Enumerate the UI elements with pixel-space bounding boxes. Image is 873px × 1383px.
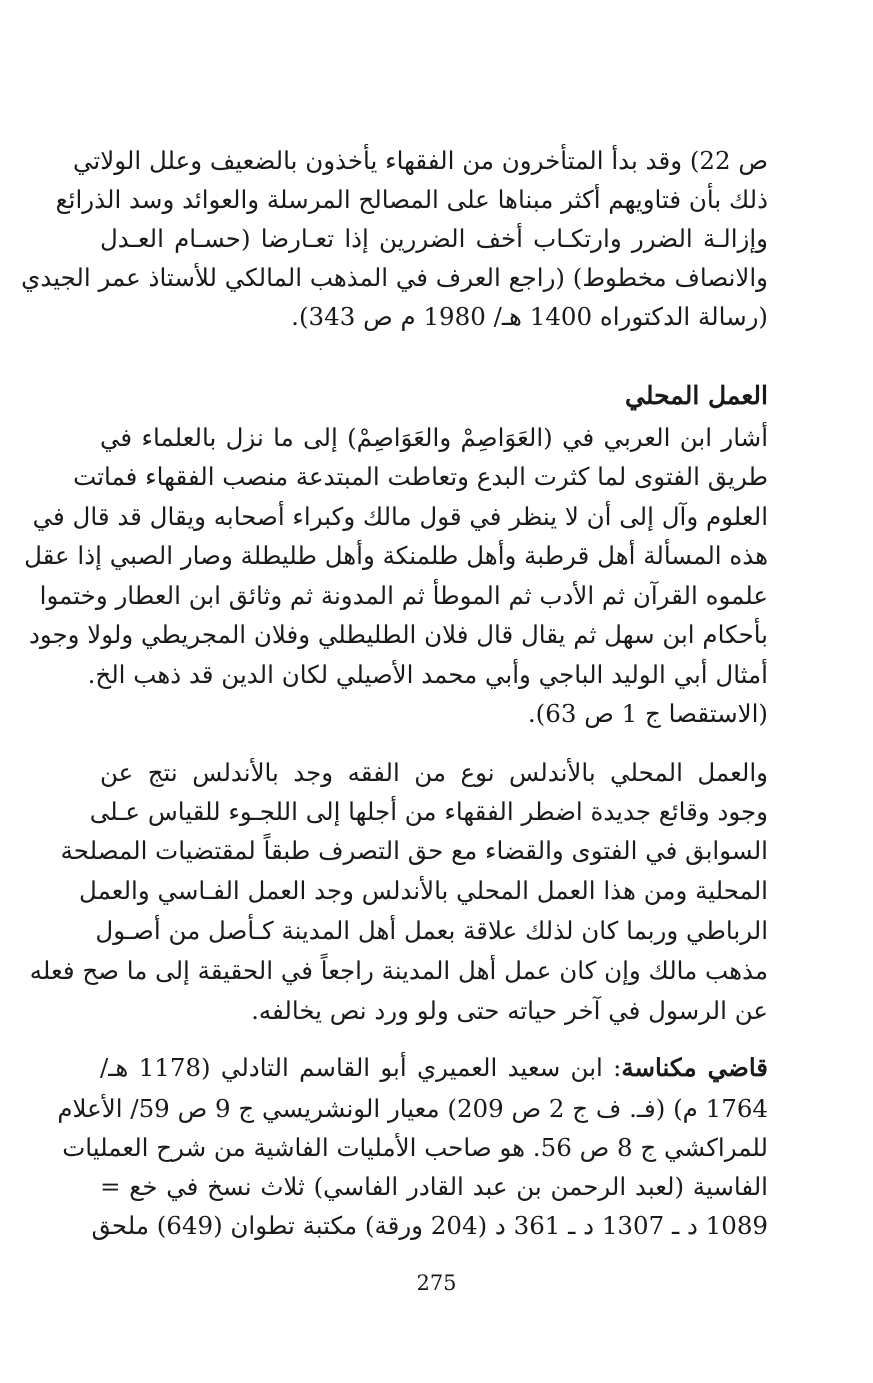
- entry-label: قاضي مكناسة: [621, 1053, 769, 1082]
- text-line: العلوم وآل إلى أن لا ينظر في قول مالك وكبراء أصحابه ويقال قد قال في: [32, 502, 768, 531]
- text-line: طريق الفتوى لما كثرت البدع وتعاطت المبتدعة منصب الفقهاء فماتت: [73, 462, 768, 491]
- text-line: علموه القرآن ثم الأدب ثم الموطأ ثم المدونة ثم وثائق ابن العطار وختموا: [39, 581, 768, 610]
- section-heading: العمل المحلي: [625, 381, 768, 410]
- text-line: 1764 م) (فـ. ف ج 2 ص 209) معيار الونشريسي ج 9 ص 59/ الأعلام: [57, 1094, 768, 1123]
- text-line: والانصاف مخطوط) (راجع العرف في المذهب المالكي للأستاذ عمر الجيدي: [21, 263, 768, 292]
- text-line: ص 22) وقد بدأ المتأخرون من الفقهاء يأخذون بالضعيف وعلل الولاتي: [73, 146, 768, 175]
- text-line: بأحكام ابن سهل ثم يقال قال فلان الطليطلي وفلان المجريطي ولولا وجود: [28, 620, 768, 649]
- text-line: مذهب مالك وإن كان عمل أهل المدينة راجعاً في الحقيقة إلى ما صح فعله: [29, 956, 768, 985]
- text-line: [100, 1048, 768, 1088]
- text-line: للمراكشي ج 8 ص 56. هو صاحب الأمليات الفاشية من شرح العمليات: [62, 1133, 768, 1162]
- text-line: هذه المسألة أهل قرطبة وأهل طلمنكة وأهل طليطلة وصار الصبي إذا عقل: [24, 541, 768, 570]
- text-line: ذلك بأن فتاويهم أكثر مبناها على المصالح المرسلة والعوائد وسد الذرائع: [55, 185, 768, 214]
- text-line: أشار ابن العربي في (العَوَاصِمْ والعَوَاصِمْ) إلى ما نزل بالعلماء في: [100, 423, 768, 452]
- text-line: (الاستقصا ج 1 ص 63).: [527, 699, 768, 728]
- text-line: والعمل المحلي بالأندلس نوع من الفقه وجد بالأندلس نتج عن: [100, 758, 768, 787]
- entry-text: : ابن سعيد العميري أبو القاسم التادلي (1178 هـ/: [100, 1053, 622, 1082]
- text-line: عن الرسول في آخر حياته حتى ولو ورد نص يخالفه.: [251, 996, 768, 1025]
- text-line: وإزالـة الضرر وارتكـاب أخف الضررين إذا تعـارضا (حسـام العـدل: [100, 224, 768, 253]
- text-line: (رسالة الدكتوراه 1400 هـ/ 1980 م ص 343).: [291, 302, 768, 331]
- text-line: الرباطي وربما كان لذلك علاقة بعمل أهل المدينة كـأصل من أصـول: [95, 916, 768, 945]
- page-number: 275: [416, 1271, 457, 1295]
- text-line: 1089 د ـ 1307 د ـ 361 د (204 ورقة) مكتبة تطوان (649) ملحق: [91, 1211, 768, 1240]
- text-line: وجود وقائع جديدة اضطر الفقهاء من أجلها إلى اللجـوء للقياس عـلى: [89, 797, 768, 826]
- text-line: المحلية ومن هذا العمل المحلي بالأندلس وجد العمل الفـاسي والعمل: [79, 876, 768, 905]
- text-line: السوابق في الفتوى والقضاء مع حق التصرف طبقاً لمقتضيات المصلحة: [60, 836, 768, 865]
- text-line: أمثال أبي الوليد الباجي وأبي محمد الأصيلي لكان الدين قد ذهب الخ.: [87, 660, 768, 689]
- text-line: الفاسية (لعبد الرحمن بن عبد القادر الفاسي) ثلاث نسخ في خع =: [100, 1172, 768, 1201]
